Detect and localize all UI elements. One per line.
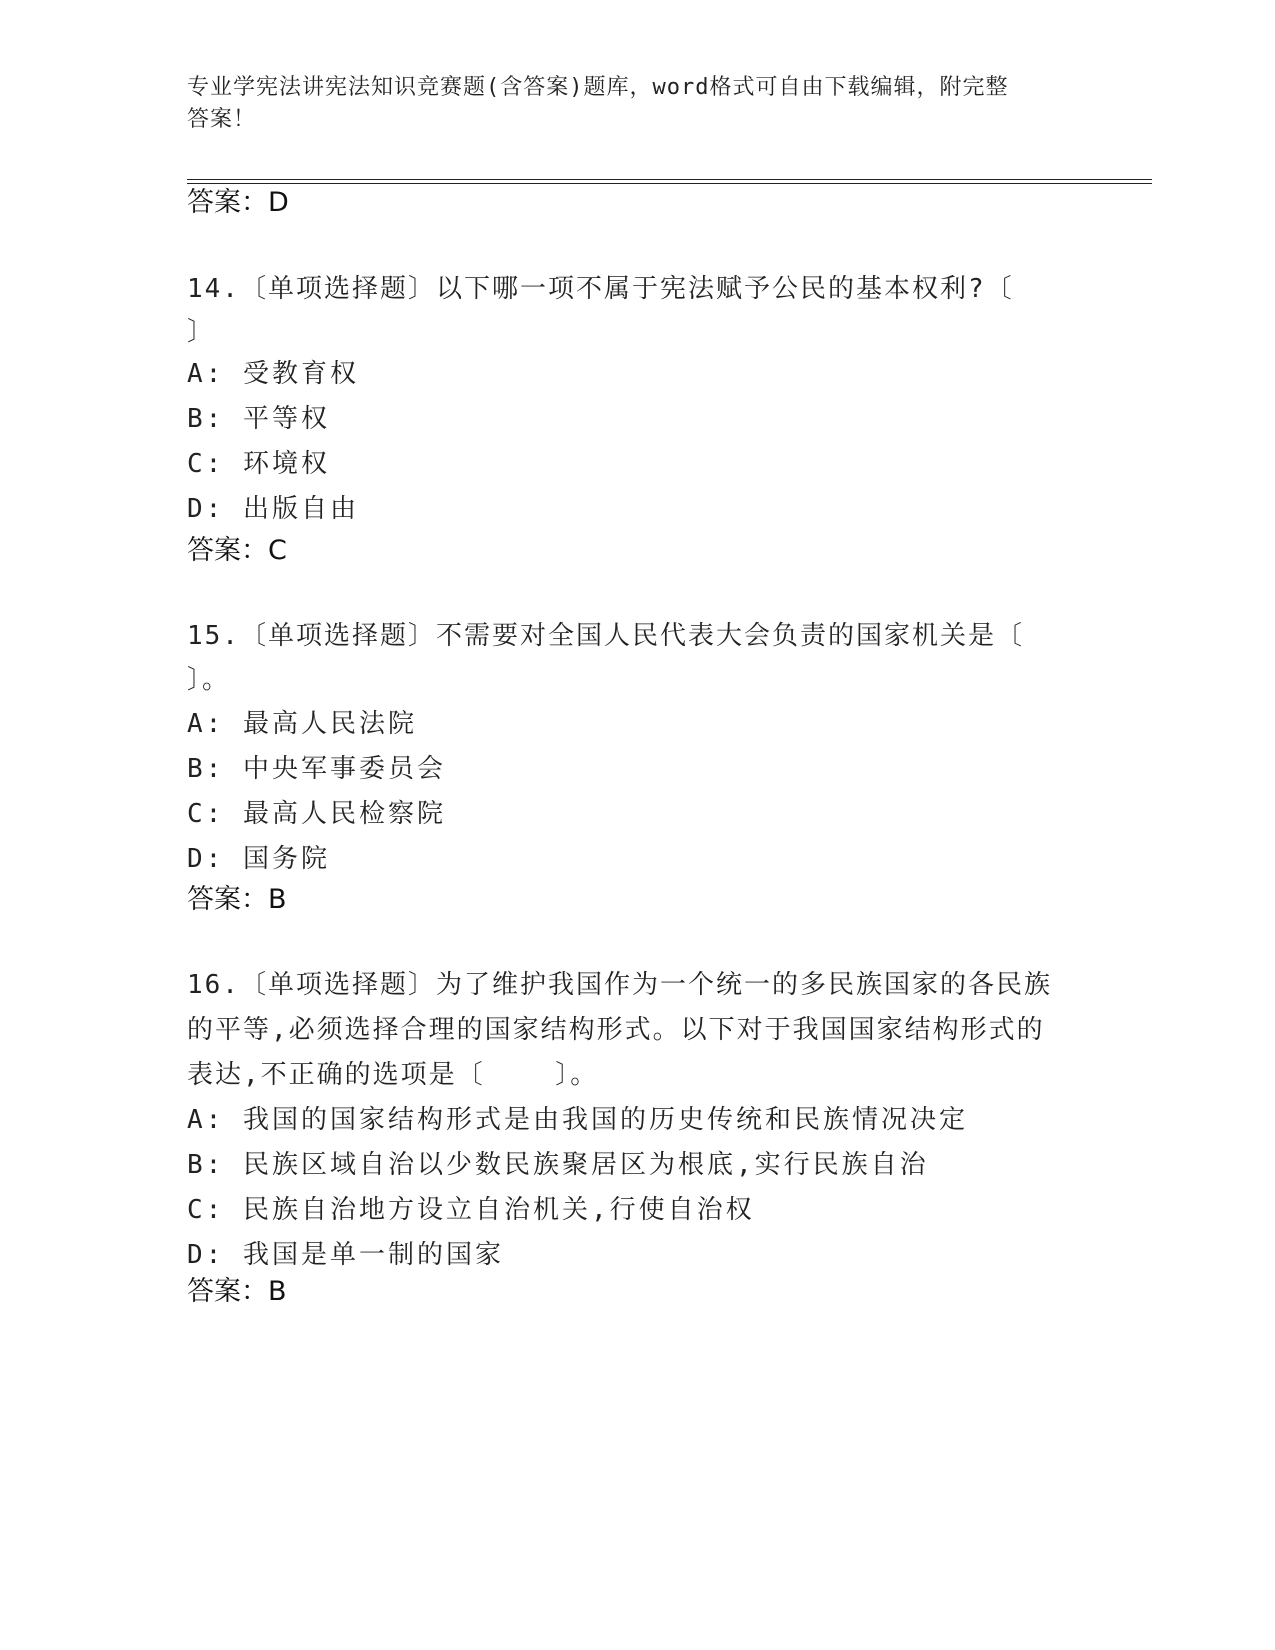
option-a: A: 受教育权 (187, 359, 359, 389)
header-divider-bottom (187, 183, 1152, 184)
option-a: A: 我国的国家结构形式是由我国的历史传统和民族情况决定 (187, 1105, 968, 1135)
option-c: C: 最高人民检察院 (187, 799, 446, 829)
header-divider-top (187, 179, 1152, 180)
question-stem-line: 表达,不正确的选项是〔 〕。 (187, 1060, 599, 1090)
question-stem-line: 16.〔单项选择题〕为了维护我国作为一个统一的多民族国家的各民族 (187, 970, 1052, 1000)
option-d: D: 出版自由 (187, 494, 359, 524)
header-line-1: 专业学宪法讲宪法知识竞赛题(含答案)题库，word格式可自由下载编辑，附完整 (187, 75, 1009, 100)
answer-15: 答案：B (187, 884, 287, 915)
previous-answer: 答案：D (187, 187, 289, 218)
document-header (187, 72, 1087, 136)
question-14 (187, 267, 1087, 532)
option-b: B: 民族区域自治以少数民族聚居区为根底,实行民族自治 (187, 1150, 929, 1180)
question-stem-line: 的平等,必须选择合理的国家结构形式。以下对于我国国家结构形式的 (187, 1015, 1045, 1045)
option-b: B: 中央军事委员会 (187, 754, 446, 784)
question-15 (187, 614, 1087, 882)
option-b: B: 平等权 (187, 404, 330, 434)
question-16 (187, 963, 1087, 1278)
header-line-2: 答案！ (187, 107, 257, 132)
option-d: D: 国务院 (187, 844, 330, 874)
answer-14: 答案：C (187, 535, 287, 566)
question-stem-line: 15.〔单项选择题〕不需要对全国人民代表大会负责的国家机关是〔 (187, 621, 1024, 651)
question-stem-line: 〕 (187, 317, 216, 347)
question-stem-line: 〕。 (187, 665, 231, 695)
answer-16: 答案：B (187, 1276, 287, 1307)
option-d: D: 我国是单一制的国家 (187, 1240, 504, 1270)
option-c: C: 环境权 (187, 449, 330, 479)
option-c: C: 民族自治地方设立自治机关,行使自治权 (187, 1195, 755, 1225)
option-a: A: 最高人民法院 (187, 709, 417, 739)
question-stem-line: 14.〔单项选择题〕以下哪一项不属于宪法赋予公民的基本权利?〔 (187, 274, 1014, 304)
